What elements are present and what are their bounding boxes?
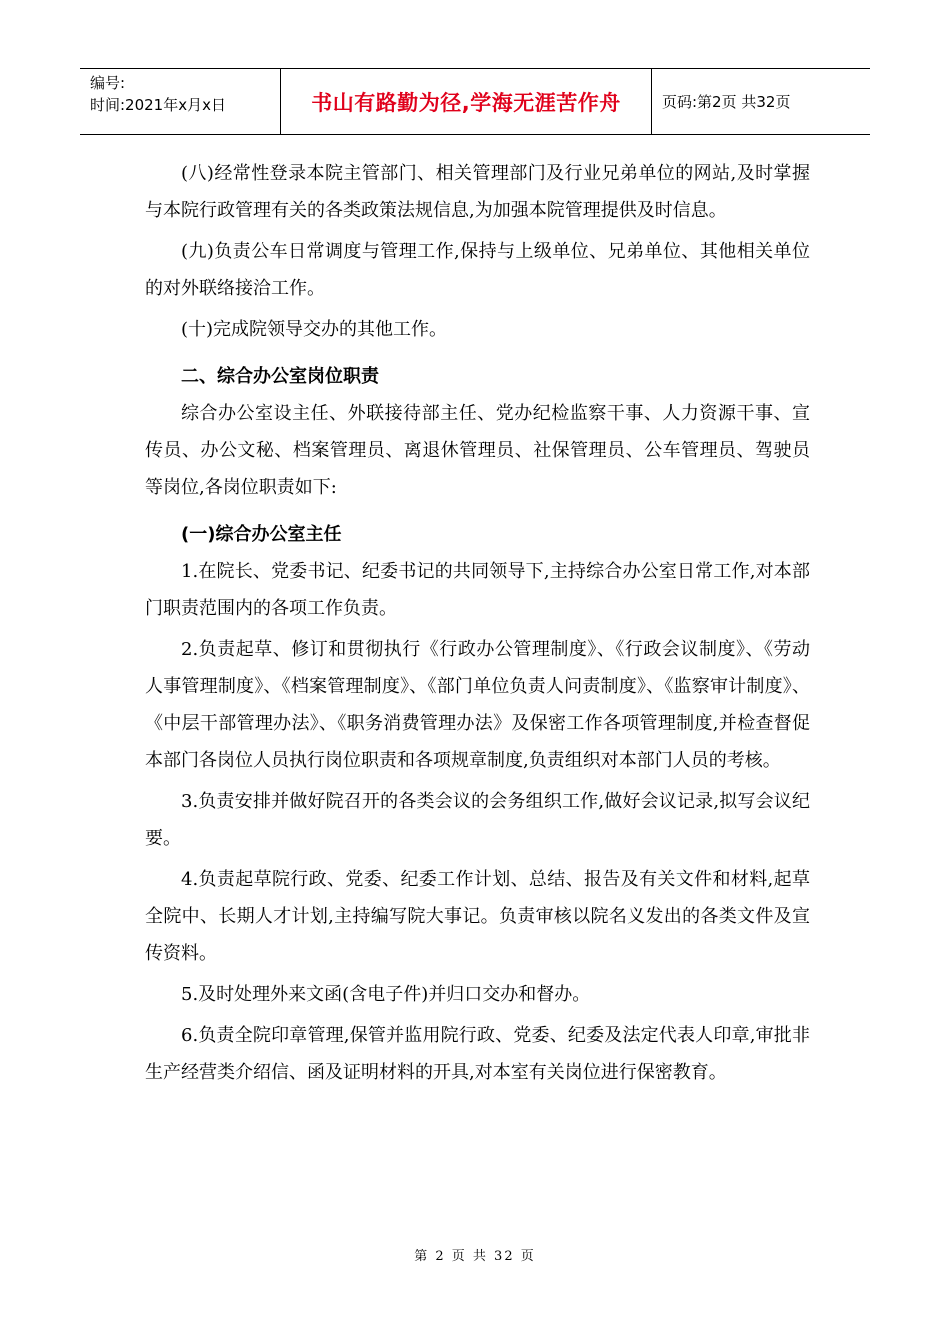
duty-item: 3.负责安排并做好院召开的各类会议的会务组织工作,做好会议记录,拟写会议纪要。 bbox=[145, 791, 810, 849]
header-motto: 书山有路勤为径,学海无涯苦作舟 bbox=[311, 90, 621, 115]
duty-item: 4.负责起草院行政、党委、纪委工作计划、总结、报告及有关文件和材料,起草全院中、长期人才计划,主持编写院大事记。负责审核以院名义发出的各类文件及宣传资料。 bbox=[145, 869, 810, 964]
document-number-label: 编号: bbox=[90, 74, 126, 92]
section-heading: 二、综合办公室岗位职责 bbox=[181, 366, 379, 387]
header-page-cell bbox=[652, 69, 870, 134]
sub-heading: (一)综合办公室主任 bbox=[181, 524, 342, 545]
duty-item: 2.负责起草、修订和贯彻执行《行政办公管理制度》、《行政会议制度》、《劳动人事管理制度》、《档案管理制度》、《部门单位负责人问责制度》、《监察审计制度》、《中层干部管理办法》、《职务消费管理办法》及保密工作各项管理制度,并检查督促本部门各岗位人员执行岗位职责和各项规章制度,负责组织对本部门人员的考核。 bbox=[145, 639, 810, 771]
page-header bbox=[80, 68, 870, 135]
paragraph-8: (八)经常性登录本院主管部门、相关管理部门及行业兄弟单位的网站,及时掌握与本院行政管理有关的各类政策法规信息,为加强本院管理提供及时信息。 bbox=[145, 163, 810, 221]
document-body bbox=[145, 155, 810, 1091]
page-footer: 第 2 页 共 32 页 bbox=[414, 1249, 536, 1264]
paragraph-10: (十)完成院领导交办的其他工作。 bbox=[181, 319, 448, 340]
duty-item: 6.负责全院印章管理,保管并监用院行政、党委、纪委及法定代表人印章,审批非生产经营类介绍信、函及证明材料的开具,对本室有关岗位进行保密教育。 bbox=[145, 1025, 810, 1083]
duty-item: 5.及时处理外来文函(含电子件)并归口交办和督办。 bbox=[181, 984, 591, 1005]
section-intro: 综合办公室设主任、外联接待部主任、党办纪检监察干事、人力资源干事、宣传员、办公文秘、档案管理员、离退休管理员、社保管理员、公车管理员、驾驶员等岗位,各岗位职责如下: bbox=[145, 403, 810, 498]
header-meta-cell bbox=[80, 69, 281, 134]
header-page-info: 页码:第2页 共32页 bbox=[662, 93, 791, 111]
document-time-label: 时间:2021年x月x日 bbox=[90, 96, 226, 114]
header-motto-cell bbox=[281, 69, 652, 134]
duty-item: 1.在院长、党委书记、纪委书记的共同领导下,主持综合办公室日常工作,对本部门职责范围内的各项工作负责。 bbox=[145, 561, 810, 619]
paragraph-9: (九)负责公车日常调度与管理工作,保持与上级单位、兄弟单位、其他相关单位的对外联络接洽工作。 bbox=[145, 241, 810, 299]
